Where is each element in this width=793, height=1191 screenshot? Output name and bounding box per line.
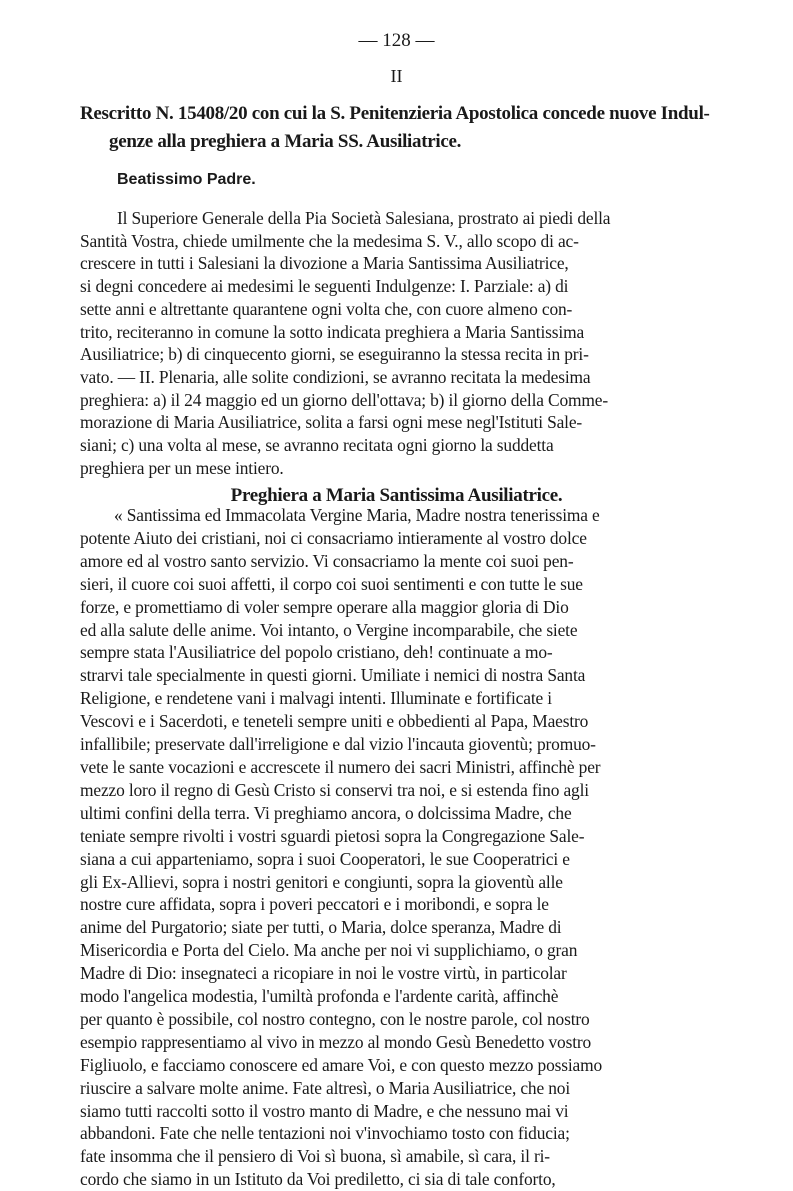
rescritto-title-line: Rescritto N. 15408/20 con cui la S. Penitenzieria Apostolica concede nuove Indul- xyxy=(80,103,710,124)
section-number: II xyxy=(390,66,403,86)
text-line: per quanto è possibile, col nostro contegno, con le nostre parole, col nostro xyxy=(80,1008,590,1029)
text-line: strarvi tale specialmente in questi giorni. Umiliate i nemici di nostra Santa xyxy=(80,665,586,686)
text-line: vato. — II. Plenaria, alle solite condizioni, se avranno recitata la medesima xyxy=(80,366,591,387)
text-line: teniate sempre rivolti i vostri sguardi pietosi sopra la Congregazione Sale- xyxy=(80,825,585,846)
text-line: sieri, il cuore coi suoi affetti, il corpo coi suoi sentimenti e con tutte le sue xyxy=(80,573,583,594)
text-line: esempio rappresentiamo al vivo in mezzo al mondo Gesù Benedetto vostro xyxy=(80,1031,592,1052)
text-line: gli Ex-Allievi, sopra i nostri genitori e congiunti, sopra la gioventù alle xyxy=(80,871,563,892)
text-line: morazione di Maria Ausiliatrice, solita a farsi ogni mese negl'Istituti Sale- xyxy=(80,412,583,433)
text-line: siana a cui apparteniamo, sopra i suoi Cooperatori, le sue Cooperatrici e xyxy=(80,848,570,869)
text-line: ed alla salute delle anime. Voi intanto, o Vergine incomparabile, che siete xyxy=(80,619,578,640)
text-line: Santità Vostra, chiede umilmente che la medesima S. V., allo scopo di ac- xyxy=(80,230,579,251)
text-line: Ausiliatrice; b) di cinquecento giorni, se eseguiranno la stessa recita in pri- xyxy=(80,344,589,365)
text-line: si degni concedere ai medesimi le seguenti Indulgenze: I. Parziale: a) di xyxy=(80,276,569,297)
text-line: abbandoni. Fate che nelle tentazioni noi v'invochiamo tosto con fiducia; xyxy=(80,1123,570,1144)
text-line: « Santissima ed Immacolata Vergine Maria, Madre nostra tenerissima e xyxy=(114,505,600,525)
prayer-paragraph xyxy=(80,504,720,1191)
text-line: nostre cure affidata, sopra i poveri peccatori e i moribondi, e sopra le xyxy=(80,894,549,915)
text-line: Il Superiore Generale della Pia Società Salesiana, prostrato ai piedi della xyxy=(117,208,611,228)
text-line: preghiera: a) il 24 maggio ed un giorno dell'ottava; b) il giorno della Comme- xyxy=(80,389,608,410)
text-line: Vescovi e i Sacerdoti, e teneteli sempre uniti e obbedienti al Papa, Maestro xyxy=(80,711,589,732)
text-line: potente Aiuto dei cristiani, noi ci consacriamo intieramente al vostro dolce xyxy=(80,527,587,548)
text-line: preghiera per un mese intiero. xyxy=(80,457,284,478)
text-line: modo l'angelica modestia, l'umiltà profonda e l'ardente carità, affinchè xyxy=(80,986,559,1007)
prayer-title: Preghiera a Maria Santissima Ausiliatrice. xyxy=(230,485,563,506)
text-line: siani; c) una volta al mese, se avranno recitata ogni giorno la suddetta xyxy=(80,435,554,456)
text-line: riuscire a salvare molte anime. Fate altresì, o Maria Ausiliatrice, che noi xyxy=(80,1077,570,1098)
text-line: infallibile; preservate dall'irreligione e dal vizio l'incauta gioventù; promuo- xyxy=(80,734,596,755)
rescritto-title-line: genze alla preghiera a Maria SS. Ausiliatrice. xyxy=(109,131,462,152)
rescritto-title xyxy=(80,100,720,156)
text-line: mezzo loro il regno di Gesù Cristo si conservi tra noi, e si estenda fino agli xyxy=(80,779,589,800)
text-line: forze, e promettiamo di voler sempre operare alla maggior gloria di Dio xyxy=(80,596,569,617)
text-line: trito, reciteranno in comune la sotto indicata preghiera a Maria Santissima xyxy=(80,321,585,342)
text-line: sempre stata l'Ausiliatrice del popolo cristiano, deh! continuate a mo- xyxy=(80,642,553,663)
text-line: cordo che siamo in un Istituto da Voi prediletto, ci sia di tale conforto, xyxy=(80,1169,556,1190)
page-number: — 128 — xyxy=(358,30,435,51)
petition-paragraph xyxy=(80,207,720,479)
text-line: siamo tutti raccolti sotto il vostro manto di Madre, e che nessuno mai vi xyxy=(80,1100,569,1121)
text-line: amore ed al vostro santo servizio. Vi consacriamo la mente coi suoi pen- xyxy=(80,550,574,571)
text-line: Madre di Dio: insegnateci a ricopiare in noi le vostre virtù, in particolar xyxy=(80,963,567,984)
text-line: crescere in tutti i Salesiani la divozione a Maria Santissima Ausiliatrice, xyxy=(80,253,569,274)
text-line: Figliuolo, e facciamo conoscere ed amare Voi, e con questo mezzo possiamo xyxy=(80,1054,603,1075)
text-line: fate insomma che il pensiero di Voi sì buona, sì amabile, sì cara, il ri- xyxy=(80,1146,550,1167)
text-line: Religione, e rendetene vani i malvagi intenti. Illuminate e fortificate i xyxy=(80,688,552,709)
text-line: anime del Purgatorio; siate per tutti, o Maria, dolce speranza, Madre di xyxy=(80,917,562,938)
text-line: ultimi confini della terra. Vi preghiamo ancora, o dolcissima Madre, che xyxy=(80,802,572,823)
text-line: sette anni e altrettante quarantene ogni volta che, con cuore almeno con- xyxy=(80,298,573,319)
salutation: Beatissimo Padre. xyxy=(117,171,256,188)
text-line: Misericordia e Porta del Cielo. Ma anche per noi vi supplichiamo, o gran xyxy=(80,940,578,961)
text-line: vete le sante vocazioni e accrescete il numero dei sacri Ministri, affinchè per xyxy=(80,756,601,777)
